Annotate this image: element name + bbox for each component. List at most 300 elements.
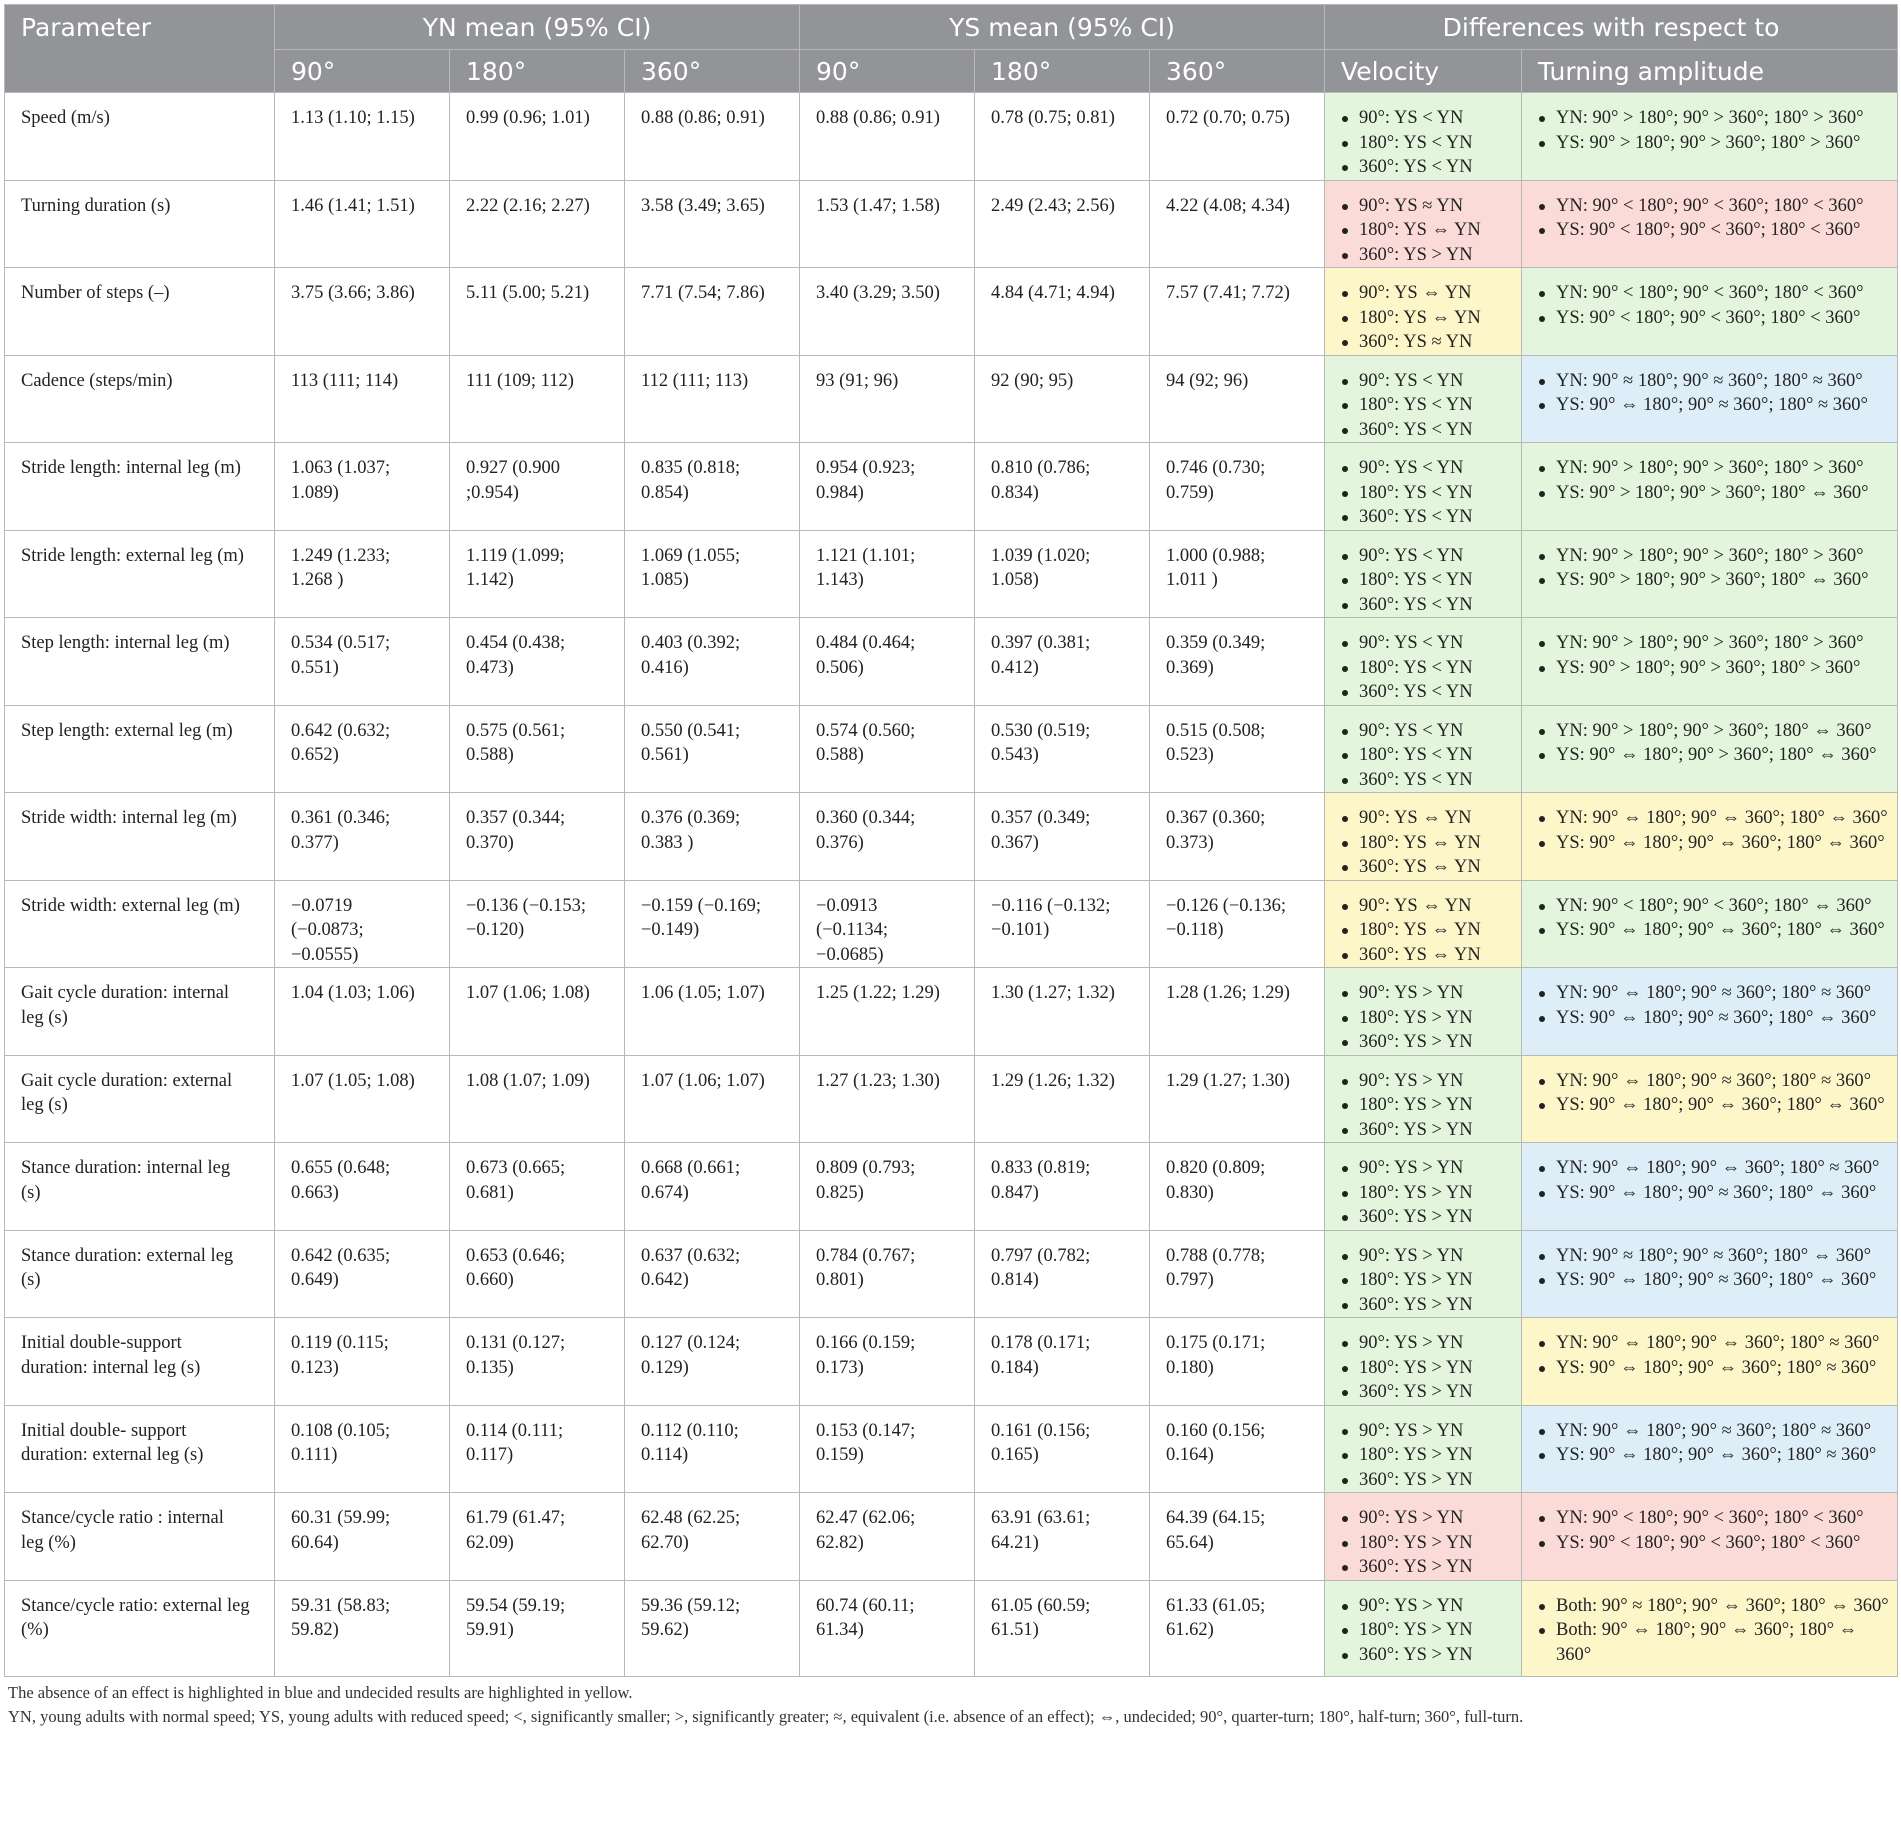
- footnotes: [4, 1677, 1901, 1729]
- list-item: 360°: YS > YN: [1337, 1205, 1515, 1230]
- list-item: 360°: YS > YN: [1337, 1118, 1515, 1143]
- list-item: 180°: YS > YN: [1337, 1618, 1515, 1643]
- value-cell: 0.397 (0.381; 0.412): [975, 618, 1150, 706]
- list-item: 90°: YS > YN: [1337, 981, 1515, 1006]
- list-item: 360°: YS ⇔ YN: [1337, 855, 1515, 880]
- value-cell: 0.746 (0.730; 0.759): [1150, 443, 1325, 531]
- value-cell: 0.99 (0.96; 1.01): [450, 93, 625, 181]
- list-item: YN: 90° ≈ 180°; 90° ≈ 360°; 180° ≈ 360°: [1534, 369, 1891, 394]
- list-item: 90°: YS < YN: [1337, 544, 1515, 569]
- list-item: 360°: YS > YN: [1337, 1643, 1515, 1668]
- velocity-list: [1337, 1069, 1515, 1143]
- value-cell: 0.403 (0.392; 0.416): [625, 618, 800, 706]
- list-item: YN: 90° > 180°; 90° > 360°; 180° > 360°: [1534, 106, 1891, 131]
- value-cell: 0.809 (0.793; 0.825): [800, 1143, 975, 1231]
- param-cell: Initial double-support duration: internal leg (s): [5, 1318, 275, 1406]
- list-item: 180°: YS < YN: [1337, 656, 1515, 681]
- value-cell: 0.484 (0.464; 0.506): [800, 618, 975, 706]
- list-item: 90°: YS < YN: [1337, 719, 1515, 744]
- velocity-list: [1337, 1244, 1515, 1318]
- turning-list: [1534, 194, 1891, 243]
- value-cell: 0.810 (0.786; 0.834): [975, 443, 1150, 531]
- list-item: 180°: YS < YN: [1337, 481, 1515, 506]
- value-cell: 60.74 (60.11; 61.34): [800, 1580, 975, 1676]
- turning-list: [1534, 544, 1891, 593]
- list-item: YN: 90° < 180°; 90° < 360°; 180° < 360°: [1534, 281, 1891, 306]
- list-item: YN: 90° > 180°; 90° > 360°; 180° > 360°: [1534, 631, 1891, 656]
- value-cell: 0.642 (0.632; 0.652): [275, 705, 450, 793]
- list-item: YN: 90° ⇔ 180°; 90° ⇔ 360°; 180° ≈ 360°: [1534, 1156, 1891, 1181]
- value-cell: 62.48 (62.25; 62.70): [625, 1493, 800, 1581]
- velocity-cell: [1325, 355, 1522, 443]
- value-cell: 93 (91; 96): [800, 355, 975, 443]
- value-cell: 0.788 (0.778; 0.797): [1150, 1230, 1325, 1318]
- value-cell: 1.249 (1.233; 1.268 ): [275, 530, 450, 618]
- list-item: 180°: YS > YN: [1337, 1443, 1515, 1468]
- value-cell: 59.31 (58.83; 59.82): [275, 1580, 450, 1676]
- value-cell: 1.13 (1.10; 1.15): [275, 93, 450, 181]
- value-cell: 0.835 (0.818; 0.854): [625, 443, 800, 531]
- list-item: 360°: YS < YN: [1337, 418, 1515, 443]
- value-cell: 0.160 (0.156; 0.164): [1150, 1405, 1325, 1493]
- velocity-list: [1337, 281, 1515, 355]
- velocity-list: [1337, 1156, 1515, 1230]
- turning-list: [1534, 369, 1891, 418]
- turning-amplitude-cell: [1522, 355, 1898, 443]
- list-item: 180°: YS ⇔ YN: [1337, 918, 1515, 943]
- value-cell: 1.46 (1.41; 1.51): [275, 180, 450, 268]
- param-cell: Stride width: internal leg (m): [5, 793, 275, 881]
- list-item: 90°: YS > YN: [1337, 1331, 1515, 1356]
- list-item: Both: 90° ⇔ 180°; 90° ⇔ 360°; 180° ⇔ 360°: [1534, 1618, 1891, 1667]
- velocity-cell: [1325, 1405, 1522, 1493]
- value-cell: 1.29 (1.27; 1.30): [1150, 1055, 1325, 1143]
- turning-list: [1534, 1594, 1891, 1668]
- list-item: 360°: YS ≈ YN: [1337, 330, 1515, 355]
- value-cell: 2.22 (2.16; 2.27): [450, 180, 625, 268]
- value-cell: 1.119 (1.099; 1.142): [450, 530, 625, 618]
- list-item: YS: 90° ⇔ 180°; 90° > 360°; 180° ⇔ 360°: [1534, 743, 1891, 768]
- value-cell: 0.166 (0.159; 0.173): [800, 1318, 975, 1406]
- list-item: YN: 90° ⇔ 180°; 90° ⇔ 360°; 180° ⇔ 360°: [1534, 806, 1891, 831]
- list-item: 180°: YS ⇔ YN: [1337, 306, 1515, 331]
- value-cell: 62.47 (62.06; 62.82): [800, 1493, 975, 1581]
- velocity-list: [1337, 1331, 1515, 1405]
- velocity-list: [1337, 106, 1515, 180]
- value-cell: 1.06 (1.05; 1.07): [625, 968, 800, 1056]
- list-item: YS: 90° ⇔ 180°; 90° ≈ 360°; 180° ⇔ 360°: [1534, 1006, 1891, 1031]
- param-cell: Initial double- support duration: external leg (s): [5, 1405, 275, 1493]
- list-item: 180°: YS > YN: [1337, 1181, 1515, 1206]
- value-cell: 0.653 (0.646; 0.660): [450, 1230, 625, 1318]
- list-item: 90°: YS > YN: [1337, 1069, 1515, 1094]
- turning-amplitude-cell: [1522, 1318, 1898, 1406]
- turning-amplitude-cell: [1522, 1405, 1898, 1493]
- list-item: YN: 90° ⇔ 180°; 90° ⇔ 360°; 180° ≈ 360°: [1534, 1331, 1891, 1356]
- header-parameter: Parameter: [5, 5, 275, 93]
- value-cell: 1.28 (1.26; 1.29): [1150, 968, 1325, 1056]
- list-item: 180°: YS > YN: [1337, 1356, 1515, 1381]
- value-cell: 0.575 (0.561; 0.588): [450, 705, 625, 793]
- value-cell: 1.069 (1.055; 1.085): [625, 530, 800, 618]
- velocity-list: [1337, 194, 1515, 268]
- value-cell: 59.36 (59.12; 59.62): [625, 1580, 800, 1676]
- turning-amplitude-cell: [1522, 268, 1898, 356]
- value-cell: 7.71 (7.54; 7.86): [625, 268, 800, 356]
- velocity-cell: [1325, 880, 1522, 968]
- value-cell: 64.39 (64.15; 65.64): [1150, 1493, 1325, 1581]
- list-item: 90°: YS < YN: [1337, 631, 1515, 656]
- table-row: [5, 793, 1898, 881]
- velocity-list: [1337, 806, 1515, 880]
- velocity-cell: [1325, 1230, 1522, 1318]
- list-item: YS: 90° ⇔ 180°; 90° ⇔ 360°; 180° ⇔ 360°: [1534, 1093, 1891, 1118]
- value-cell: 0.927 (0.900 ;0.954): [450, 443, 625, 531]
- list-item: YS: 90° ⇔ 180°; 90° ⇔ 360°; 180° ≈ 360°: [1534, 1356, 1891, 1381]
- list-item: YS: 90° < 180°; 90° < 360°; 180° < 360°: [1534, 1531, 1891, 1556]
- table-row: [5, 268, 1898, 356]
- table-row: [5, 180, 1898, 268]
- value-cell: 92 (90; 95): [975, 355, 1150, 443]
- value-cell: 4.22 (4.08; 4.34): [1150, 180, 1325, 268]
- turning-list: [1534, 1244, 1891, 1293]
- results-table: [4, 4, 1898, 1677]
- list-item: 180°: YS < YN: [1337, 393, 1515, 418]
- value-cell: 0.797 (0.782; 0.814): [975, 1230, 1150, 1318]
- value-cell: 0.108 (0.105; 0.111): [275, 1405, 450, 1493]
- list-item: 180°: YS < YN: [1337, 743, 1515, 768]
- velocity-cell: [1325, 268, 1522, 356]
- value-cell: 1.25 (1.22; 1.29): [800, 968, 975, 1056]
- value-cell: 5.11 (5.00; 5.21): [450, 268, 625, 356]
- turning-amplitude-cell: [1522, 93, 1898, 181]
- velocity-list: [1337, 981, 1515, 1055]
- param-cell: Stance duration: external leg (s): [5, 1230, 275, 1318]
- turning-amplitude-cell: [1522, 705, 1898, 793]
- value-cell: 61.05 (60.59; 61.51): [975, 1580, 1150, 1676]
- value-cell: 7.57 (7.41; 7.72): [1150, 268, 1325, 356]
- list-item: 360°: YS > YN: [1337, 1380, 1515, 1405]
- table-row: [5, 93, 1898, 181]
- header-turning-amplitude: Turning amplitude: [1522, 50, 1898, 93]
- list-item: YS: 90° ⇔ 180°; 90° ≈ 360°; 180° ≈ 360°: [1534, 393, 1891, 418]
- value-cell: 0.359 (0.349; 0.369): [1150, 618, 1325, 706]
- list-item: YS: 90° > 180°; 90° > 360°; 180° > 360°: [1534, 656, 1891, 681]
- turning-amplitude-cell: [1522, 1055, 1898, 1143]
- value-cell: 0.673 (0.665; 0.681): [450, 1143, 625, 1231]
- value-cell: 63.91 (63.61; 64.21): [975, 1493, 1150, 1581]
- velocity-cell: [1325, 1143, 1522, 1231]
- list-item: 180°: YS ⇔ YN: [1337, 218, 1515, 243]
- list-item: YS: 90° > 180°; 90° > 360°; 180° ⇔ 360°: [1534, 568, 1891, 593]
- value-cell: 0.357 (0.344; 0.370): [450, 793, 625, 881]
- table-body: [5, 93, 1898, 1677]
- velocity-cell: [1325, 705, 1522, 793]
- turning-list: [1534, 106, 1891, 155]
- turning-list: [1534, 981, 1891, 1030]
- list-item: 360°: YS > YN: [1337, 1468, 1515, 1493]
- value-cell: −0.0913 (−0.1134; −0.0685): [800, 880, 975, 968]
- list-item: 90°: YS ⇔ YN: [1337, 894, 1515, 919]
- value-cell: 0.78 (0.75; 0.81): [975, 93, 1150, 181]
- param-cell: Stride width: external leg (m): [5, 880, 275, 968]
- list-item: 90°: YS ≈ YN: [1337, 194, 1515, 219]
- table-row: [5, 530, 1898, 618]
- list-item: 360°: YS > YN: [1337, 243, 1515, 268]
- param-cell: Gait cycle duration: internal leg (s): [5, 968, 275, 1056]
- value-cell: 111 (109; 112): [450, 355, 625, 443]
- value-cell: 0.114 (0.111; 0.117): [450, 1405, 625, 1493]
- turning-list: [1534, 1506, 1891, 1555]
- value-cell: 1.08 (1.07; 1.09): [450, 1055, 625, 1143]
- value-cell: 0.833 (0.819; 0.847): [975, 1143, 1150, 1231]
- velocity-list: [1337, 1506, 1515, 1580]
- velocity-list: [1337, 544, 1515, 618]
- list-item: 90°: YS < YN: [1337, 456, 1515, 481]
- value-cell: −0.116 (−0.132; −0.101): [975, 880, 1150, 968]
- value-cell: 1.063 (1.037; 1.089): [275, 443, 450, 531]
- velocity-cell: [1325, 618, 1522, 706]
- turning-list: [1534, 281, 1891, 330]
- table-row: [5, 1143, 1898, 1231]
- list-item: 90°: YS > YN: [1337, 1156, 1515, 1181]
- list-item: YS: 90° < 180°; 90° < 360°; 180° < 360°: [1534, 306, 1891, 331]
- value-cell: 1.07 (1.06; 1.08): [450, 968, 625, 1056]
- table-row: [5, 1055, 1898, 1143]
- header-differences: Differences with respect to: [1325, 5, 1898, 50]
- list-item: YN: 90° ≈ 180°; 90° ≈ 360°; 180° ⇔ 360°: [1534, 1244, 1891, 1269]
- list-item: 90°: YS > YN: [1337, 1594, 1515, 1619]
- table-row: [5, 618, 1898, 706]
- velocity-list: [1337, 369, 1515, 443]
- list-item: 180°: YS < YN: [1337, 568, 1515, 593]
- list-item: 360°: YS ⇔ YN: [1337, 943, 1515, 968]
- list-item: 360°: YS < YN: [1337, 768, 1515, 793]
- value-cell: 1.121 (1.101; 1.143): [800, 530, 975, 618]
- list-item: 180°: YS > YN: [1337, 1093, 1515, 1118]
- value-cell: 3.75 (3.66; 3.86): [275, 268, 450, 356]
- velocity-list: [1337, 1594, 1515, 1668]
- velocity-cell: [1325, 1055, 1522, 1143]
- velocity-cell: [1325, 968, 1522, 1056]
- value-cell: 1.29 (1.26; 1.32): [975, 1055, 1150, 1143]
- list-item: YS: 90° > 180°; 90° > 360°; 180° > 360°: [1534, 131, 1891, 156]
- velocity-list: [1337, 1419, 1515, 1493]
- list-item: YS: 90° < 180°; 90° < 360°; 180° < 360°: [1534, 218, 1891, 243]
- turning-list: [1534, 806, 1891, 855]
- list-item: YN: 90° > 180°; 90° > 360°; 180° ⇔ 360°: [1534, 719, 1891, 744]
- header-ys-90: 90°: [800, 50, 975, 93]
- table-row: [5, 880, 1898, 968]
- value-cell: 1.30 (1.27; 1.32): [975, 968, 1150, 1056]
- param-cell: Step length: internal leg (m): [5, 618, 275, 706]
- value-cell: 0.515 (0.508; 0.523): [1150, 705, 1325, 793]
- value-cell: 0.112 (0.110; 0.114): [625, 1405, 800, 1493]
- value-cell: 4.84 (4.71; 4.94): [975, 268, 1150, 356]
- param-cell: Turning duration (s): [5, 180, 275, 268]
- list-item: YN: 90° > 180°; 90° > 360°; 180° > 360°: [1534, 544, 1891, 569]
- list-item: YS: 90° ⇔ 180°; 90° ≈ 360°; 180° ⇔ 360°: [1534, 1268, 1891, 1293]
- value-cell: 0.655 (0.648; 0.663): [275, 1143, 450, 1231]
- turning-list: [1534, 631, 1891, 680]
- list-item: 180°: YS > YN: [1337, 1006, 1515, 1031]
- turning-list: [1534, 1156, 1891, 1205]
- velocity-cell: [1325, 443, 1522, 531]
- value-cell: 3.58 (3.49; 3.65): [625, 180, 800, 268]
- list-item: YS: 90° ⇔ 180°; 90° ≈ 360°; 180° ⇔ 360°: [1534, 1181, 1891, 1206]
- table-row: [5, 968, 1898, 1056]
- list-item: YS: 90° ⇔ 180°; 90° ⇔ 360°; 180° ≈ 360°: [1534, 1443, 1891, 1468]
- table-row: [5, 443, 1898, 531]
- param-cell: Step length: external leg (m): [5, 705, 275, 793]
- table-row: [5, 1493, 1898, 1581]
- list-item: YS: 90° ⇔ 180°; 90° ⇔ 360°; 180° ⇔ 360°: [1534, 918, 1891, 943]
- value-cell: 0.954 (0.923; 0.984): [800, 443, 975, 531]
- turning-amplitude-cell: [1522, 1230, 1898, 1318]
- value-cell: 1.04 (1.03; 1.06): [275, 968, 450, 1056]
- velocity-list: [1337, 894, 1515, 968]
- value-cell: 1.07 (1.05; 1.08): [275, 1055, 450, 1143]
- header-ys-mean: YS mean (95% CI): [800, 5, 1325, 50]
- header-yn-180: 180°: [450, 50, 625, 93]
- list-item: 180°: YS > YN: [1337, 1531, 1515, 1556]
- value-cell: 1.039 (1.020; 1.058): [975, 530, 1150, 618]
- list-item: 360°: YS > YN: [1337, 1030, 1515, 1055]
- list-item: 360°: YS < YN: [1337, 680, 1515, 705]
- velocity-cell: [1325, 1318, 1522, 1406]
- value-cell: 0.574 (0.560; 0.588): [800, 705, 975, 793]
- value-cell: 1.53 (1.47; 1.58): [800, 180, 975, 268]
- value-cell: 0.88 (0.86; 0.91): [625, 93, 800, 181]
- param-cell: Cadence (steps/min): [5, 355, 275, 443]
- value-cell: 0.161 (0.156; 0.165): [975, 1405, 1150, 1493]
- turning-list: [1534, 894, 1891, 943]
- value-cell: 0.454 (0.438; 0.473): [450, 618, 625, 706]
- list-item: 360°: YS > YN: [1337, 1293, 1515, 1318]
- value-cell: 0.376 (0.369; 0.383 ): [625, 793, 800, 881]
- list-item: YN: 90° ⇔ 180°; 90° ≈ 360°; 180° ≈ 360°: [1534, 981, 1891, 1006]
- list-item: 90°: YS > YN: [1337, 1506, 1515, 1531]
- turning-amplitude-cell: [1522, 530, 1898, 618]
- list-item: 180°: YS < YN: [1337, 131, 1515, 156]
- value-cell: 94 (92; 96): [1150, 355, 1325, 443]
- turning-amplitude-cell: [1522, 1580, 1898, 1676]
- value-cell: 0.820 (0.809; 0.830): [1150, 1143, 1325, 1231]
- value-cell: 112 (111; 113): [625, 355, 800, 443]
- header-velocity: Velocity: [1325, 50, 1522, 93]
- value-cell: 0.361 (0.346; 0.377): [275, 793, 450, 881]
- footnote-highlight: The absence of an effect is highlighted in blue and undecided results are highlighted in yellow.: [8, 1682, 633, 1702]
- list-item: 360°: YS > YN: [1337, 1555, 1515, 1580]
- list-item: 180°: YS ⇔ YN: [1337, 831, 1515, 856]
- velocity-cell: [1325, 1493, 1522, 1581]
- param-cell: Number of steps (–): [5, 268, 275, 356]
- value-cell: 61.79 (61.47; 62.09): [450, 1493, 625, 1581]
- value-cell: 1.000 (0.988; 1.011 ): [1150, 530, 1325, 618]
- value-cell: −0.0719 (−0.0873; −0.0555): [275, 880, 450, 968]
- list-item: 180°: YS > YN: [1337, 1268, 1515, 1293]
- turning-list: [1534, 1069, 1891, 1118]
- value-cell: 0.534 (0.517; 0.551): [275, 618, 450, 706]
- param-cell: Stride length: internal leg (m): [5, 443, 275, 531]
- value-cell: 61.33 (61.05; 61.62): [1150, 1580, 1325, 1676]
- value-cell: 0.530 (0.519; 0.543): [975, 705, 1150, 793]
- header-ys-180: 180°: [975, 50, 1150, 93]
- velocity-cell: [1325, 793, 1522, 881]
- value-cell: 0.360 (0.344; 0.376): [800, 793, 975, 881]
- list-item: 90°: YS < YN: [1337, 369, 1515, 394]
- table-row: [5, 355, 1898, 443]
- value-cell: 113 (111; 114): [275, 355, 450, 443]
- list-item: YS: 90° ⇔ 180°; 90° ⇔ 360°; 180° ⇔ 360°: [1534, 831, 1891, 856]
- velocity-cell: [1325, 1580, 1522, 1676]
- turning-list: [1534, 1419, 1891, 1468]
- value-cell: 0.88 (0.86; 0.91): [800, 93, 975, 181]
- value-cell: 0.153 (0.147; 0.159): [800, 1405, 975, 1493]
- table-header: [5, 5, 1898, 93]
- velocity-cell: [1325, 180, 1522, 268]
- list-item: YN: 90° > 180°; 90° > 360°; 180° > 360°: [1534, 456, 1891, 481]
- footnote-abbreviations: YN, young adults with normal speed; YS, young adults with reduced speed; <, significantly smaller; >, significantly greater; ≈, equivalent (i.e. absence of an effect); ⇔, undecided; 90°, quarter-turn; 180°, half-turn; 360°, full-turn.: [8, 1706, 1524, 1726]
- list-item: YN: 90° ⇔ 180°; 90° ≈ 360°; 180° ≈ 360°: [1534, 1069, 1891, 1094]
- turning-list: [1534, 1331, 1891, 1380]
- value-cell: 0.668 (0.661; 0.674): [625, 1143, 800, 1231]
- value-cell: 0.127 (0.124; 0.129): [625, 1318, 800, 1406]
- list-item: YS: 90° > 180°; 90° > 360°; 180° ⇔ 360°: [1534, 481, 1891, 506]
- value-cell: 0.178 (0.171; 0.184): [975, 1318, 1150, 1406]
- value-cell: −0.126 (−0.136; −0.118): [1150, 880, 1325, 968]
- value-cell: −0.159 (−0.169; −0.149): [625, 880, 800, 968]
- value-cell: 0.642 (0.635; 0.649): [275, 1230, 450, 1318]
- table-row: [5, 1230, 1898, 1318]
- list-item: YN: 90° ⇔ 180°; 90° ≈ 360°; 180° ≈ 360°: [1534, 1419, 1891, 1444]
- value-cell: 0.175 (0.171; 0.180): [1150, 1318, 1325, 1406]
- list-item: 90°: YS ⇔ YN: [1337, 281, 1515, 306]
- param-cell: Stance duration: internal leg (s): [5, 1143, 275, 1231]
- value-cell: 2.49 (2.43; 2.56): [975, 180, 1150, 268]
- value-cell: 0.357 (0.349; 0.367): [975, 793, 1150, 881]
- velocity-list: [1337, 719, 1515, 793]
- list-item: 90°: YS < YN: [1337, 106, 1515, 131]
- velocity-list: [1337, 631, 1515, 705]
- header-yn-mean: YN mean (95% CI): [275, 5, 800, 50]
- velocity-cell: [1325, 530, 1522, 618]
- table-row: [5, 1318, 1898, 1406]
- param-cell: Stride length: external leg (m): [5, 530, 275, 618]
- turning-amplitude-cell: [1522, 1143, 1898, 1231]
- turning-amplitude-cell: [1522, 968, 1898, 1056]
- list-item: 360°: YS < YN: [1337, 155, 1515, 180]
- turning-amplitude-cell: [1522, 1493, 1898, 1581]
- value-cell: 59.54 (59.19; 59.91): [450, 1580, 625, 1676]
- turning-amplitude-cell: [1522, 880, 1898, 968]
- value-cell: 0.637 (0.632; 0.642): [625, 1230, 800, 1318]
- value-cell: 1.07 (1.06; 1.07): [625, 1055, 800, 1143]
- list-item: YN: 90° < 180°; 90° < 360°; 180° < 360°: [1534, 194, 1891, 219]
- velocity-cell: [1325, 93, 1522, 181]
- value-cell: 0.131 (0.127; 0.135): [450, 1318, 625, 1406]
- list-item: 360°: YS < YN: [1337, 593, 1515, 618]
- table-row: [5, 1580, 1898, 1676]
- velocity-list: [1337, 456, 1515, 530]
- param-cell: Stance/cycle ratio : internal leg (%): [5, 1493, 275, 1581]
- list-item: 360°: YS < YN: [1337, 505, 1515, 530]
- header-ys-360: 360°: [1150, 50, 1325, 93]
- list-item: YN: 90° < 180°; 90° < 360°; 180° < 360°: [1534, 1506, 1891, 1531]
- value-cell: 0.72 (0.70; 0.75): [1150, 93, 1325, 181]
- turning-amplitude-cell: [1522, 443, 1898, 531]
- table-row: [5, 1405, 1898, 1493]
